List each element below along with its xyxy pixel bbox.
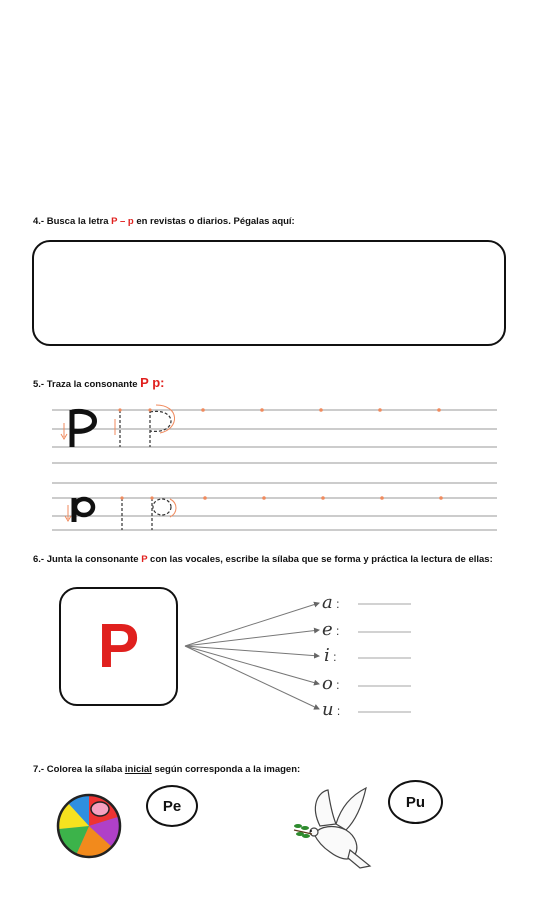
vowel-e-label: e [322, 619, 333, 640]
olive-branch [294, 824, 312, 838]
question-7-prefix: 7.- Colorea la sílaba [33, 764, 125, 775]
vowel-i: i : [324, 645, 337, 666]
dove-image [290, 786, 380, 870]
question-6-heading [33, 554, 493, 565]
question-4-prefix: 4.- Busca la letra [33, 216, 112, 227]
lowercase-p-trace-1[interactable] [120, 496, 123, 530]
syllable-pu-label: Pu [405, 793, 426, 811]
vowel-i-label: i [324, 645, 330, 666]
question-5-heading [33, 375, 165, 390]
uppercase-p-trace-1[interactable] [115, 408, 122, 447]
vowel-a: a : [322, 592, 340, 613]
lowercase-p-trace-2[interactable] [150, 496, 176, 530]
lower-guide-lines [52, 483, 497, 530]
lowercase-p-model [65, 498, 93, 522]
question-6-suffix: con las vocales, escribe la sílaba que se forma y práctica la lectura de ellas: [147, 554, 493, 565]
upper-guide-lines [52, 410, 497, 463]
vowel-o-label: o [322, 673, 333, 694]
syllable-pe-label: Pe [162, 797, 182, 815]
question-4-suffix: en revistas o diarios. Pégalas aquí: [133, 216, 295, 227]
uppercase-p-trace-2[interactable] [148, 405, 174, 447]
syllable-bubble-pu[interactable] [388, 780, 443, 824]
paste-area[interactable] [32, 240, 506, 346]
syllable-arrows [175, 588, 425, 718]
consonant-card [59, 587, 178, 706]
vowel-e: e : [322, 619, 340, 640]
question-5-letters: P p: [140, 375, 165, 390]
question-7-suffix: según corresponda a la imagen: [151, 764, 301, 775]
question-6-prefix: 6.- Junta la consonante [33, 554, 142, 565]
question-7-underlined: inicial [124, 764, 152, 775]
consonant-card-letter: P [97, 612, 140, 681]
question-7-heading [33, 764, 300, 775]
question-4-heading [33, 216, 295, 227]
question-4-letters: P – p [111, 216, 134, 227]
question-5-prefix: 5.- Traza la consonante [33, 379, 141, 390]
vowel-a-label: a [322, 592, 333, 613]
tracing-lines [0, 395, 546, 540]
vowel-u-label: u [322, 699, 334, 720]
vowel-o: o : [322, 673, 340, 694]
answer-lines [358, 604, 411, 712]
beach-ball-image [56, 793, 124, 859]
question-6-letter: P [141, 554, 148, 565]
syllable-bubble-pe[interactable] [146, 785, 198, 827]
arrows [185, 603, 319, 709]
vowel-u: u : [322, 699, 341, 720]
